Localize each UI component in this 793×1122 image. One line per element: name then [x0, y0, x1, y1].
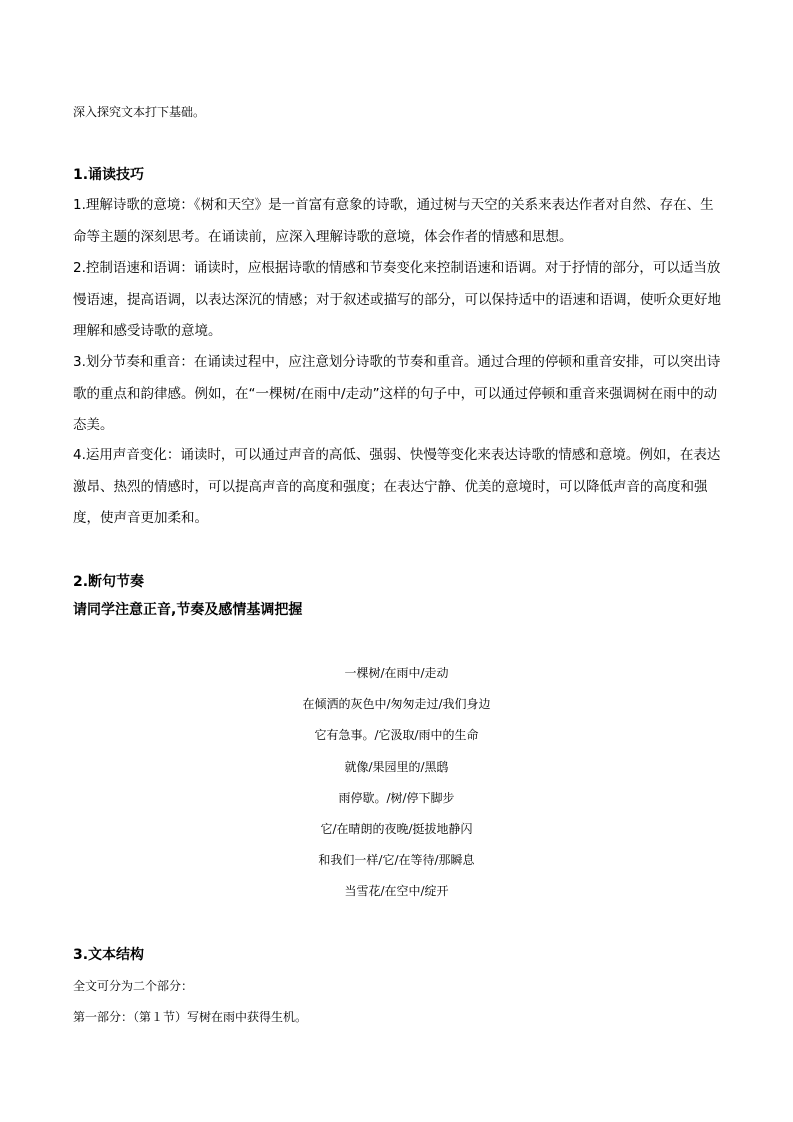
poem-line: 在倾洒的灰色中/匆匆走过/我们身边 [302, 697, 491, 711]
structure-line: 第一部分：（第１节）写树在雨中获得生机。 [73, 1010, 308, 1024]
poem-line: 就像/果园里的/黑鸱 [344, 760, 449, 774]
poem-line: 它有急事。/它汲取/雨中的生命 [314, 728, 479, 742]
paragraph-skill-3: 3.划分节奏和重音：在诵读过程中，应注意划分诗歌的节奏和重音。通过合理的停顿和重音安排，可以突出诗歌的重点和韵律感。例如，在“一棵树/在雨中/走动”这样的句子中，可以通过停顿和重音来强调树在雨中的动态美。 [73, 354, 721, 433]
poem-line: 它/在晴朗的夜晚/挺拔地静闪 [320, 822, 473, 836]
paragraph-skill-1: 1.理解诗歌的意境：《树和天空》是一首富有意象的诗歌，通过树与天空的关系来表达作者对自然、存在、生命等主题的深刻思考。在诵读前，应深入理解诗歌的意境，体会作者的情感和思想。 [73, 197, 714, 245]
section-subheading-rhythm: 请同学注意正音,节奏及感情基调把握 [73, 602, 303, 618]
section-heading-rhythm: 2.断句节奏 [73, 574, 145, 590]
paragraph-skill-4: 4.运用声音变化：诵读时，可以通过声音的高低、强弱、快慢等变化来表达诗歌的情感和意境。例如，在表达激昂、热烈的情感时，可以提高声音的高度和强度；在表达宁静、优美的意境时，可以降低声音的高度和强度，使声音更加柔和。 [73, 447, 721, 526]
section-heading-text-structure: 3.文本结构 [73, 947, 145, 963]
paragraph-skill-2: 2.控制语速和语调：诵读时，应根据诗歌的情感和节奏变化来控制语速和语调。对于抒情的部分，可以适当放慢语速，提高语调，以表达深沉的情感；对于叙述或描写的部分，可以保持适中的语速和语调，使听众更好地理解和感受诗歌的意境。 [73, 260, 721, 339]
poem-line: 一棵树/在雨中/走动 [344, 666, 449, 680]
section-heading-recitation-skills: 1.诵读技巧 [73, 167, 145, 183]
poem-line: 和我们一样/它/在等待/那瞬息 [318, 853, 475, 867]
intro-text: 深入探究文本打下基础。 [73, 105, 206, 119]
poem-line: 雨停歇。/树/停下脚步 [338, 791, 455, 805]
structure-line: 全文可分为二个部分： [73, 979, 194, 993]
poem-line: 当雪花/在空中/绽开 [344, 884, 449, 898]
